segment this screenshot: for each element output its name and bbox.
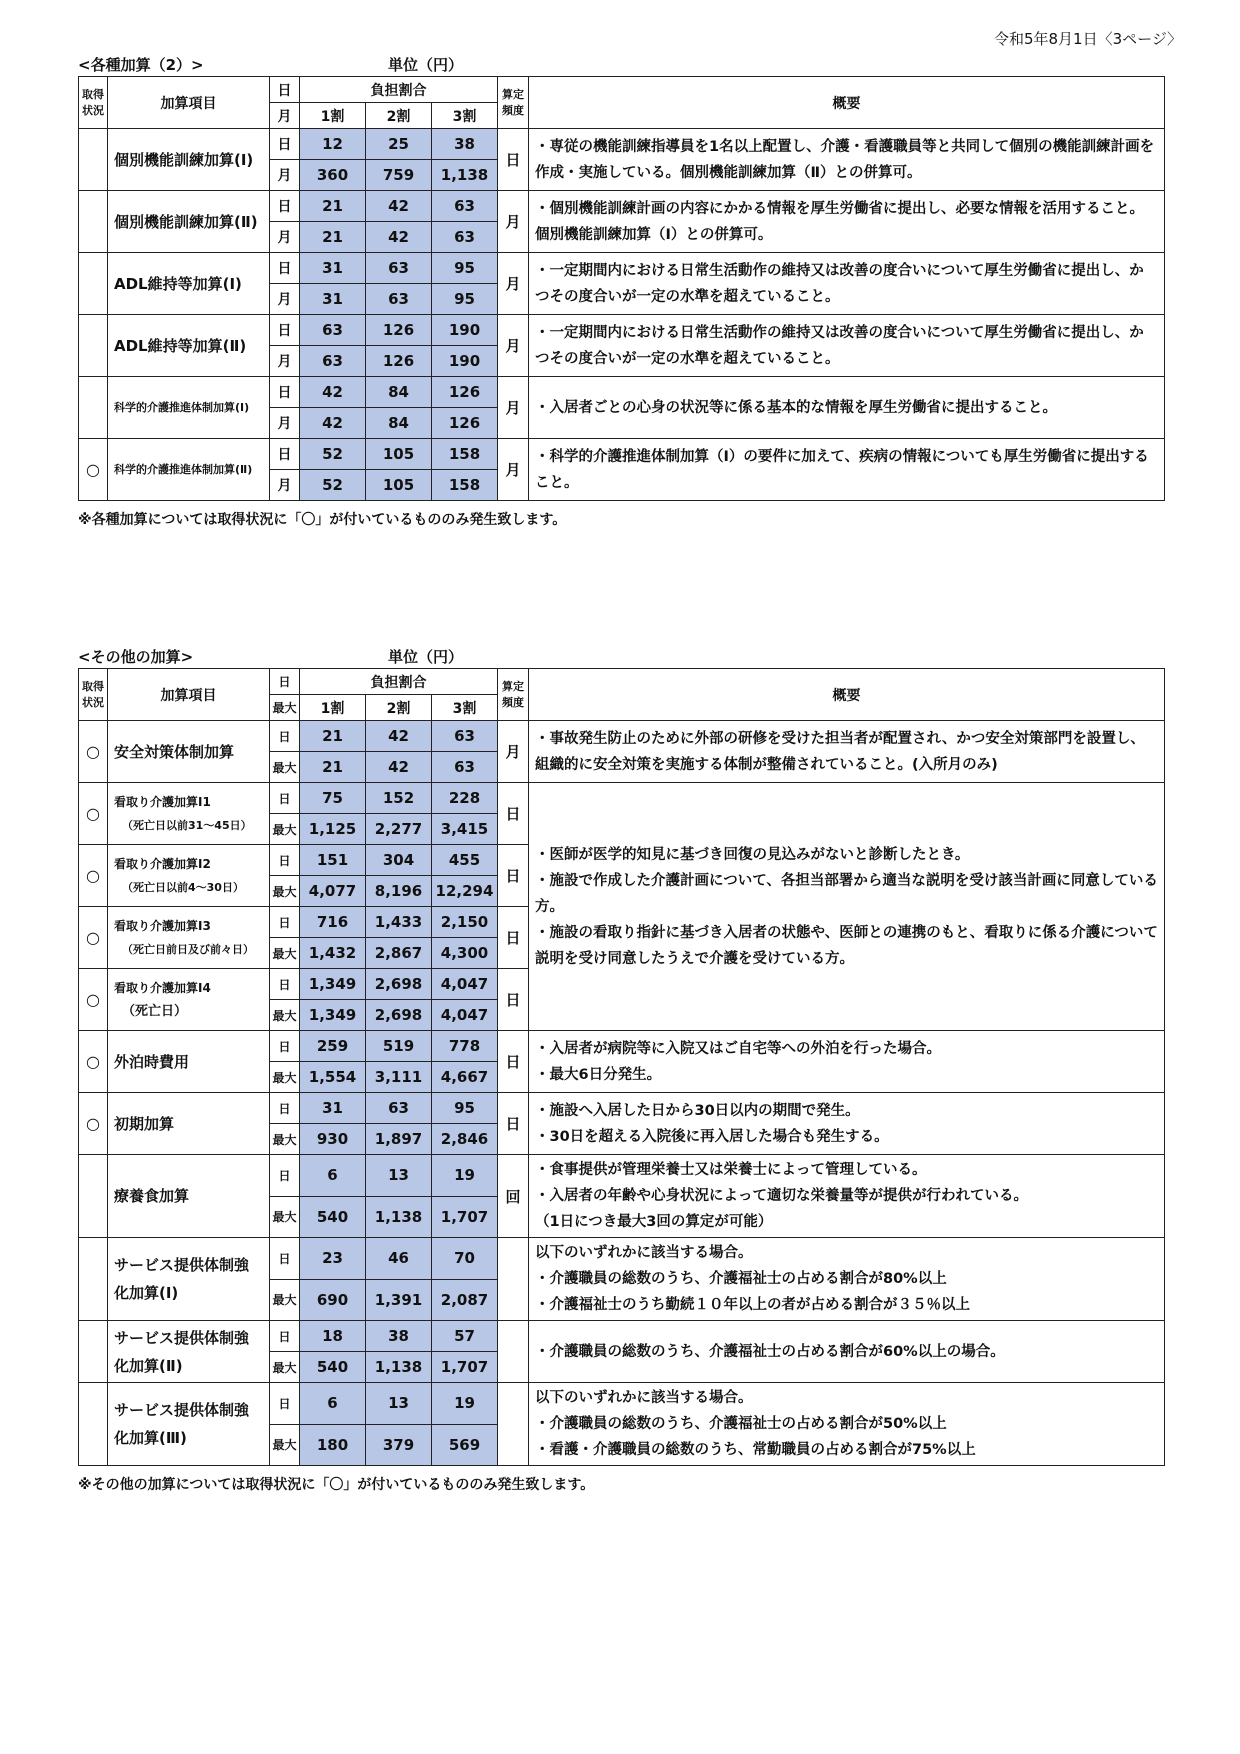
value-cell-max-rate-2: 2,698 bbox=[366, 1000, 432, 1031]
item-name: 安全対策体制加算 bbox=[114, 742, 235, 761]
value-cell-day-rate-2: 304 bbox=[366, 845, 432, 876]
additions-table-1 bbox=[78, 76, 1165, 501]
table-row bbox=[79, 1321, 1165, 1352]
status-cell bbox=[79, 1383, 108, 1466]
table-row bbox=[79, 253, 1165, 284]
item-name: ADL維持等加算(Ⅱ) bbox=[114, 336, 247, 355]
summary-cell bbox=[529, 1093, 1165, 1155]
value-cell-day-rate-3: 95 bbox=[432, 1093, 498, 1124]
summary-line: ・個別機能訓練計画の内容にかかる情報を厚生労働省に提出し、必要な情報を活用すること。個別機能訓練加算（Ⅰ）との併算可。 bbox=[535, 200, 1144, 243]
value-cell-day-rate-2: 519 bbox=[366, 1031, 432, 1062]
value-cell-day-rate-3: 70 bbox=[432, 1238, 498, 1280]
summary-cell bbox=[529, 439, 1165, 501]
item-name: 外泊時費用 bbox=[114, 1052, 190, 1071]
header-rate-3: 3割 bbox=[432, 103, 498, 129]
frequency-cell: 月 bbox=[498, 377, 529, 439]
table-row bbox=[79, 191, 1165, 222]
value-cell-day-rate-1: 31 bbox=[300, 253, 366, 284]
status-cell bbox=[79, 377, 108, 439]
unit-cell: 最大 bbox=[270, 1062, 300, 1093]
value-cell-day-rate-1: 151 bbox=[300, 845, 366, 876]
value-cell-max-rate-1: 52 bbox=[300, 470, 366, 501]
value-cell-day-rate-3: 38 bbox=[432, 129, 498, 160]
header-item: 加算項目 bbox=[108, 669, 270, 721]
unit-cell: 月 bbox=[270, 222, 300, 253]
status-cell: ○ bbox=[79, 1093, 108, 1155]
summary-line: ・専従の機能訓練指導員を1名以上配置し、介護・看護職員等と共同して個別の機能訓練計画を作成・実施している。個別機能訓練加算（Ⅱ）との併算可。 bbox=[535, 138, 1155, 181]
unit-cell: 日 bbox=[270, 907, 300, 938]
status-cell bbox=[79, 1238, 108, 1321]
summary-cell bbox=[529, 1383, 1165, 1466]
frequency-cell: 日 bbox=[498, 1031, 529, 1093]
status-cell bbox=[79, 1155, 108, 1238]
summary-line: 以下のいずれかに該当する場合。 bbox=[535, 1245, 753, 1261]
summary-cell bbox=[529, 253, 1165, 315]
value-cell-max-rate-1: 360 bbox=[300, 160, 366, 191]
unit-cell: 月 bbox=[270, 284, 300, 315]
item-name-cell bbox=[108, 969, 270, 1031]
value-cell-day-rate-2: 1,433 bbox=[366, 907, 432, 938]
value-cell-max-rate-3: 1,707 bbox=[432, 1352, 498, 1383]
header-unit-top: 日 bbox=[270, 77, 300, 103]
summary-line: ・一定期間内における日常生活動作の維持又は改善の度合いについて厚生労働省に提出し、かつその度合いが一定の水準を超えていること。 bbox=[535, 324, 1144, 367]
summary-cell bbox=[529, 1238, 1165, 1321]
value-cell-max-rate-2: 8,196 bbox=[366, 876, 432, 907]
unit-cell: 日 bbox=[270, 1383, 300, 1425]
header-summary: 概要 bbox=[529, 77, 1165, 129]
summary-cell bbox=[529, 721, 1165, 783]
value-cell-day-rate-2: 105 bbox=[366, 439, 432, 470]
value-cell-day-rate-3: 4,047 bbox=[432, 969, 498, 1000]
unit-label: 単位（円） bbox=[388, 56, 464, 74]
item-name: 個別機能訓練加算(Ⅰ) bbox=[114, 150, 254, 169]
summary-line: ・介護職員の総数のうち、介護福祉士の占める割合が50%以上 bbox=[535, 1416, 947, 1432]
value-cell-max-rate-3: 2,087 bbox=[432, 1279, 498, 1321]
frequency-cell: 日 bbox=[498, 129, 529, 191]
summary-line: ・入居者が病院等に入院又はご自宅等への外泊を行った場合。 bbox=[535, 1040, 941, 1057]
summary-line: ・看護・介護職員の総数のうち、常勤職員の占める割合が75%以上 bbox=[535, 1442, 976, 1458]
table-note: ※その他の加算については取得状況に「〇」が付いているもののみ発生致します。 bbox=[78, 1477, 595, 1493]
value-cell-max-rate-2: 2,277 bbox=[366, 814, 432, 845]
summary-line: 以下のいずれかに該当する場合。 bbox=[535, 1390, 753, 1406]
value-cell-max-rate-1: 540 bbox=[300, 1196, 366, 1238]
value-cell-day-rate-1: 42 bbox=[300, 377, 366, 408]
item-name-cell bbox=[108, 1321, 270, 1383]
item-name-cell bbox=[108, 783, 270, 845]
frequency-cell: 日 bbox=[498, 969, 529, 1031]
header-unit-bottom: 最大 bbox=[270, 695, 300, 721]
frequency-cell: 月 bbox=[498, 721, 529, 783]
summary-line: ・最大6日分発生。 bbox=[535, 1066, 662, 1083]
summary-cell bbox=[529, 129, 1165, 191]
unit-cell: 月 bbox=[270, 160, 300, 191]
value-cell-day-rate-1: 1,349 bbox=[300, 969, 366, 1000]
status-cell bbox=[79, 315, 108, 377]
item-name: ADL維持等加算(Ⅰ) bbox=[114, 274, 242, 293]
unit-cell: 最大 bbox=[270, 876, 300, 907]
value-cell-max-rate-1: 21 bbox=[300, 752, 366, 783]
item-name: 看取り介護加算Ⅰ1 bbox=[114, 794, 211, 809]
value-cell-max-rate-3: 3,415 bbox=[432, 814, 498, 845]
header-rate-2: 2割 bbox=[366, 695, 432, 721]
value-cell-max-rate-2: 63 bbox=[366, 284, 432, 315]
unit-cell: 月 bbox=[270, 470, 300, 501]
status-cell: ○ bbox=[79, 907, 108, 969]
value-cell-max-rate-3: 2,846 bbox=[432, 1124, 498, 1155]
value-cell-day-rate-1: 12 bbox=[300, 129, 366, 160]
value-cell-max-rate-2: 759 bbox=[366, 160, 432, 191]
value-cell-day-rate-2: 126 bbox=[366, 315, 432, 346]
table-row bbox=[79, 783, 1165, 814]
item-name-cell bbox=[108, 1093, 270, 1155]
value-cell-max-rate-2: 42 bbox=[366, 752, 432, 783]
unit-cell: 最大 bbox=[270, 1196, 300, 1238]
value-cell-max-rate-1: 1,432 bbox=[300, 938, 366, 969]
status-cell bbox=[79, 253, 108, 315]
value-cell-max-rate-1: 540 bbox=[300, 1352, 366, 1383]
value-cell-day-rate-3: 95 bbox=[432, 253, 498, 284]
value-cell-max-rate-3: 190 bbox=[432, 346, 498, 377]
value-cell-max-rate-1: 690 bbox=[300, 1279, 366, 1321]
value-cell-max-rate-3: 4,667 bbox=[432, 1062, 498, 1093]
value-cell-day-rate-3: 19 bbox=[432, 1155, 498, 1197]
frequency-cell: 月 bbox=[498, 315, 529, 377]
value-cell-max-rate-1: 31 bbox=[300, 284, 366, 315]
value-cell-day-rate-2: 46 bbox=[366, 1238, 432, 1280]
unit-cell: 最大 bbox=[270, 814, 300, 845]
value-cell-max-rate-3: 12,294 bbox=[432, 876, 498, 907]
value-cell-max-rate-3: 126 bbox=[432, 408, 498, 439]
status-cell bbox=[79, 1321, 108, 1383]
value-cell-day-rate-1: 716 bbox=[300, 907, 366, 938]
value-cell-day-rate-2: 25 bbox=[366, 129, 432, 160]
unit-cell: 最大 bbox=[270, 938, 300, 969]
value-cell-max-rate-3: 1,138 bbox=[432, 160, 498, 191]
table-row bbox=[79, 1155, 1165, 1197]
table-row bbox=[79, 1093, 1165, 1124]
summary-line: ・施設で作成した介護計画について、各担当部署から適当な説明を受け該当計画に同意している方。 bbox=[535, 872, 1158, 915]
frequency-cell: 日 bbox=[498, 783, 529, 845]
header-rate-3: 3割 bbox=[432, 695, 498, 721]
summary-line: ・入居者ごとの心身の状況等に係る基本的な情報を厚生労働省に提出すること。 bbox=[535, 399, 1057, 416]
value-cell-day-rate-2: 84 bbox=[366, 377, 432, 408]
unit-cell: 日 bbox=[270, 1031, 300, 1062]
unit-cell: 最大 bbox=[270, 1352, 300, 1383]
item-name: 看取り介護加算Ⅰ4 bbox=[114, 980, 211, 995]
unit-cell: 日 bbox=[270, 315, 300, 346]
value-cell-day-rate-1: 259 bbox=[300, 1031, 366, 1062]
table-row bbox=[79, 721, 1165, 752]
value-cell-max-rate-1: 1,554 bbox=[300, 1062, 366, 1093]
value-cell-day-rate-1: 52 bbox=[300, 439, 366, 470]
status-cell bbox=[79, 129, 108, 191]
value-cell-day-rate-1: 21 bbox=[300, 721, 366, 752]
summary-line: ・施設へ入居した日から30日以内の期間で発生。 bbox=[535, 1102, 860, 1119]
item-name: サービス提供体制強化加算(Ⅱ) bbox=[114, 1328, 250, 1375]
value-cell-day-rate-3: 19 bbox=[432, 1383, 498, 1425]
value-cell-day-rate-2: 13 bbox=[366, 1383, 432, 1425]
frequency-cell bbox=[498, 1238, 529, 1321]
unit-cell: 最大 bbox=[270, 752, 300, 783]
unit-cell: 最大 bbox=[270, 1124, 300, 1155]
value-cell-max-rate-2: 84 bbox=[366, 408, 432, 439]
item-sub-label: （死亡日以前4～30日） bbox=[122, 880, 244, 894]
value-cell-day-rate-1: 63 bbox=[300, 315, 366, 346]
value-cell-day-rate-2: 63 bbox=[366, 253, 432, 284]
value-cell-max-rate-3: 158 bbox=[432, 470, 498, 501]
item-sub-label: （死亡日以前31～45日） bbox=[122, 818, 252, 832]
value-cell-max-rate-1: 1,125 bbox=[300, 814, 366, 845]
summary-line: ・事故発生防止のために外部の研修を受けた担当者が配置され、かつ安全対策部門を設置し、組織的に安全対策を実施する体制が整備されていること。(入所月のみ) bbox=[535, 730, 1145, 773]
frequency-cell: 日 bbox=[498, 907, 529, 969]
value-cell-day-rate-3: 228 bbox=[432, 783, 498, 814]
table-row bbox=[79, 439, 1165, 470]
value-cell-day-rate-2: 42 bbox=[366, 721, 432, 752]
table-row bbox=[79, 1238, 1165, 1280]
status-cell: ○ bbox=[79, 1031, 108, 1093]
unit-cell: 最大 bbox=[270, 1000, 300, 1031]
value-cell-max-rate-3: 95 bbox=[432, 284, 498, 315]
item-name-cell bbox=[108, 1155, 270, 1238]
value-cell-day-rate-1: 6 bbox=[300, 1155, 366, 1197]
section-title: <各種加算（2）> bbox=[78, 56, 204, 74]
unit-cell: 日 bbox=[270, 191, 300, 222]
value-cell-day-rate-3: 63 bbox=[432, 721, 498, 752]
summary-line: ・一定期間内における日常生活動作の維持又は改善の度合いについて厚生労働省に提出し、かつその度合いが一定の水準を超えていること。 bbox=[535, 262, 1144, 305]
header-rate-1: 1割 bbox=[300, 103, 366, 129]
value-cell-max-rate-2: 1,138 bbox=[366, 1352, 432, 1383]
item-name-cell bbox=[108, 439, 270, 501]
value-cell-day-rate-1: 21 bbox=[300, 191, 366, 222]
header-unit-top: 日 bbox=[270, 669, 300, 695]
frequency-cell bbox=[498, 1321, 529, 1383]
unit-cell: 月 bbox=[270, 408, 300, 439]
value-cell-max-rate-2: 379 bbox=[366, 1424, 432, 1466]
frequency-cell: 月 bbox=[498, 439, 529, 501]
table-row bbox=[79, 129, 1165, 160]
status-cell bbox=[79, 191, 108, 253]
item-name: サービス提供体制強化加算(Ⅲ) bbox=[114, 1401, 250, 1447]
unit-cell: 日 bbox=[270, 783, 300, 814]
summary-cell bbox=[529, 377, 1165, 439]
item-name-cell bbox=[108, 845, 270, 907]
header-status: 取得状況 bbox=[79, 669, 108, 721]
item-name: 看取り介護加算Ⅰ2 bbox=[114, 856, 211, 871]
item-name-cell bbox=[108, 191, 270, 253]
value-cell-max-rate-1: 930 bbox=[300, 1124, 366, 1155]
value-cell-max-rate-3: 1,707 bbox=[432, 1196, 498, 1238]
summary-line: （1日につき最大3回の算定が可能） bbox=[535, 1214, 773, 1230]
summary-line: ・医師が医学的知見に基づき回復の見込みがないと診断したとき。 bbox=[535, 846, 970, 863]
item-name-cell bbox=[108, 253, 270, 315]
header-item: 加算項目 bbox=[108, 77, 270, 129]
value-cell-day-rate-1: 6 bbox=[300, 1383, 366, 1425]
additions-table-2 bbox=[78, 668, 1165, 1466]
status-cell: ○ bbox=[79, 783, 108, 845]
summary-line: ・食事提供が管理栄養士又は栄養士によって管理している。 bbox=[535, 1162, 927, 1178]
item-name-cell bbox=[108, 907, 270, 969]
item-name: 科学的介護推進体制加算(Ⅱ) bbox=[114, 462, 253, 476]
unit-cell: 日 bbox=[270, 969, 300, 1000]
value-cell-max-rate-3: 4,300 bbox=[432, 938, 498, 969]
summary-line: ・介護職員の総数のうち、介護福祉士の占める割合が60%以上の場合。 bbox=[535, 1343, 1005, 1360]
item-name: 科学的介護推進体制加算(Ⅰ) bbox=[114, 400, 250, 414]
summary-cell bbox=[529, 1031, 1165, 1093]
item-name: 看取り介護加算Ⅰ3 bbox=[114, 918, 211, 933]
value-cell-day-rate-3: 778 bbox=[432, 1031, 498, 1062]
section-title: <その他の加算> bbox=[78, 648, 194, 666]
value-cell-max-rate-1: 180 bbox=[300, 1424, 366, 1466]
summary-line: ・介護職員の総数のうち、介護福祉士の占める割合が80%以上 bbox=[535, 1271, 947, 1287]
unit-cell: 日 bbox=[270, 253, 300, 284]
unit-cell: 最大 bbox=[270, 1279, 300, 1321]
item-name: サービス提供体制強化加算(Ⅰ) bbox=[114, 1256, 250, 1302]
header-burden: 負担割合 bbox=[300, 669, 498, 695]
table-row bbox=[79, 1031, 1165, 1062]
value-cell-max-rate-2: 3,111 bbox=[366, 1062, 432, 1093]
table-row bbox=[79, 315, 1165, 346]
item-sub-label: （死亡日前日及び前々日） bbox=[122, 942, 254, 956]
table-row bbox=[79, 377, 1165, 408]
frequency-cell: 月 bbox=[498, 253, 529, 315]
value-cell-max-rate-3: 63 bbox=[432, 222, 498, 253]
table-note: ※各種加算については取得状況に「〇」が付いているもののみ発生致します。 bbox=[78, 512, 567, 528]
value-cell-max-rate-1: 63 bbox=[300, 346, 366, 377]
summary-line: ・入居者の年齢や心身状況によって適切な栄養量等が提供が行われている。 bbox=[535, 1188, 1028, 1204]
status-cell: ○ bbox=[79, 845, 108, 907]
summary-cell bbox=[529, 1155, 1165, 1238]
value-cell-max-rate-1: 21 bbox=[300, 222, 366, 253]
value-cell-day-rate-1: 23 bbox=[300, 1238, 366, 1280]
header-rate-2: 2割 bbox=[366, 103, 432, 129]
item-name-cell bbox=[108, 315, 270, 377]
summary-line: ・科学的介護推進体制加算（Ⅰ）の要件に加えて、疾病の情報についても厚生労働省に提出すること。 bbox=[535, 448, 1149, 491]
item-name-cell bbox=[108, 1031, 270, 1093]
value-cell-max-rate-3: 63 bbox=[432, 752, 498, 783]
summary-cell-mitori bbox=[529, 783, 1165, 1031]
unit-cell: 日 bbox=[270, 1093, 300, 1124]
value-cell-max-rate-2: 1,897 bbox=[366, 1124, 432, 1155]
value-cell-day-rate-1: 18 bbox=[300, 1321, 366, 1352]
header-burden: 負担割合 bbox=[300, 77, 498, 103]
unit-cell: 日 bbox=[270, 1321, 300, 1352]
frequency-cell: 日 bbox=[498, 845, 529, 907]
value-cell-max-rate-2: 105 bbox=[366, 470, 432, 501]
value-cell-day-rate-2: 38 bbox=[366, 1321, 432, 1352]
value-cell-max-rate-1: 1,349 bbox=[300, 1000, 366, 1031]
unit-cell: 日 bbox=[270, 439, 300, 470]
section-other-additions bbox=[78, 646, 1164, 1494]
item-name: 個別機能訓練加算(Ⅱ) bbox=[114, 212, 258, 231]
value-cell-day-rate-1: 75 bbox=[300, 783, 366, 814]
item-name-cell bbox=[108, 377, 270, 439]
item-name: 初期加算 bbox=[114, 1114, 175, 1133]
value-cell-day-rate-3: 57 bbox=[432, 1321, 498, 1352]
frequency-cell: 日 bbox=[498, 1093, 529, 1155]
value-cell-day-rate-3: 2,150 bbox=[432, 907, 498, 938]
value-cell-max-rate-3: 4,047 bbox=[432, 1000, 498, 1031]
value-cell-day-rate-3: 158 bbox=[432, 439, 498, 470]
value-cell-day-rate-3: 126 bbox=[432, 377, 498, 408]
value-cell-day-rate-2: 152 bbox=[366, 783, 432, 814]
frequency-cell: 月 bbox=[498, 191, 529, 253]
value-cell-day-rate-2: 2,698 bbox=[366, 969, 432, 1000]
frequency-cell: 回 bbox=[498, 1155, 529, 1238]
summary-line: ・施設の看取り指針に基づき入居者の状態や、医師との連携のもと、看取りに係る介護について説明を受け同意したうえで介護を受けている方。 bbox=[535, 924, 1158, 967]
status-cell: ○ bbox=[79, 969, 108, 1031]
value-cell-day-rate-3: 190 bbox=[432, 315, 498, 346]
header-freq: 算定頻度 bbox=[498, 669, 529, 721]
value-cell-max-rate-2: 1,391 bbox=[366, 1279, 432, 1321]
value-cell-day-rate-2: 42 bbox=[366, 191, 432, 222]
value-cell-day-rate-1: 31 bbox=[300, 1093, 366, 1124]
header-unit-bottom: 月 bbox=[270, 103, 300, 129]
status-cell: ○ bbox=[79, 439, 108, 501]
value-cell-day-rate-2: 63 bbox=[366, 1093, 432, 1124]
value-cell-day-rate-3: 455 bbox=[432, 845, 498, 876]
table-row bbox=[79, 1383, 1165, 1425]
value-cell-max-rate-1: 4,077 bbox=[300, 876, 366, 907]
unit-cell: 最大 bbox=[270, 1424, 300, 1466]
value-cell-max-rate-3: 569 bbox=[432, 1424, 498, 1466]
value-cell-day-rate-3: 63 bbox=[432, 191, 498, 222]
unit-cell: 日 bbox=[270, 129, 300, 160]
unit-cell: 日 bbox=[270, 1155, 300, 1197]
summary-line: ・介護福祉士のうち勤続１０年以上の者が占める割合が３５％以上 bbox=[535, 1297, 970, 1313]
item-sub-label: （死亡日） bbox=[122, 1003, 188, 1019]
item-name-cell bbox=[108, 1383, 270, 1466]
value-cell-max-rate-1: 42 bbox=[300, 408, 366, 439]
unit-label: 単位（円） bbox=[388, 648, 464, 666]
frequency-cell bbox=[498, 1383, 529, 1466]
summary-line: ・30日を超える入院後に再入居した場合も発生する。 bbox=[535, 1128, 889, 1145]
unit-cell: 月 bbox=[270, 346, 300, 377]
summary-cell bbox=[529, 315, 1165, 377]
unit-cell: 日 bbox=[270, 377, 300, 408]
value-cell-day-rate-2: 13 bbox=[366, 1155, 432, 1197]
header-freq: 算定頻度 bbox=[498, 77, 529, 129]
unit-cell: 日 bbox=[270, 721, 300, 752]
item-name-cell bbox=[108, 721, 270, 783]
value-cell-max-rate-2: 2,867 bbox=[366, 938, 432, 969]
unit-cell: 日 bbox=[270, 845, 300, 876]
section-various-additions bbox=[78, 54, 1164, 529]
item-name: 療養食加算 bbox=[114, 1187, 190, 1205]
header-rate-1: 1割 bbox=[300, 695, 366, 721]
summary-cell bbox=[529, 1321, 1165, 1383]
value-cell-max-rate-2: 42 bbox=[366, 222, 432, 253]
item-name-cell bbox=[108, 129, 270, 191]
unit-cell: 日 bbox=[270, 1238, 300, 1280]
page-date: 令和5年8月1日〈3ページ〉 bbox=[993, 30, 1182, 48]
value-cell-max-rate-2: 126 bbox=[366, 346, 432, 377]
status-cell: ○ bbox=[79, 721, 108, 783]
value-cell-max-rate-2: 1,138 bbox=[366, 1196, 432, 1238]
item-name-cell bbox=[108, 1238, 270, 1321]
summary-cell bbox=[529, 191, 1165, 253]
header-status: 取得状況 bbox=[79, 77, 108, 129]
header-summary: 概要 bbox=[529, 669, 1165, 721]
